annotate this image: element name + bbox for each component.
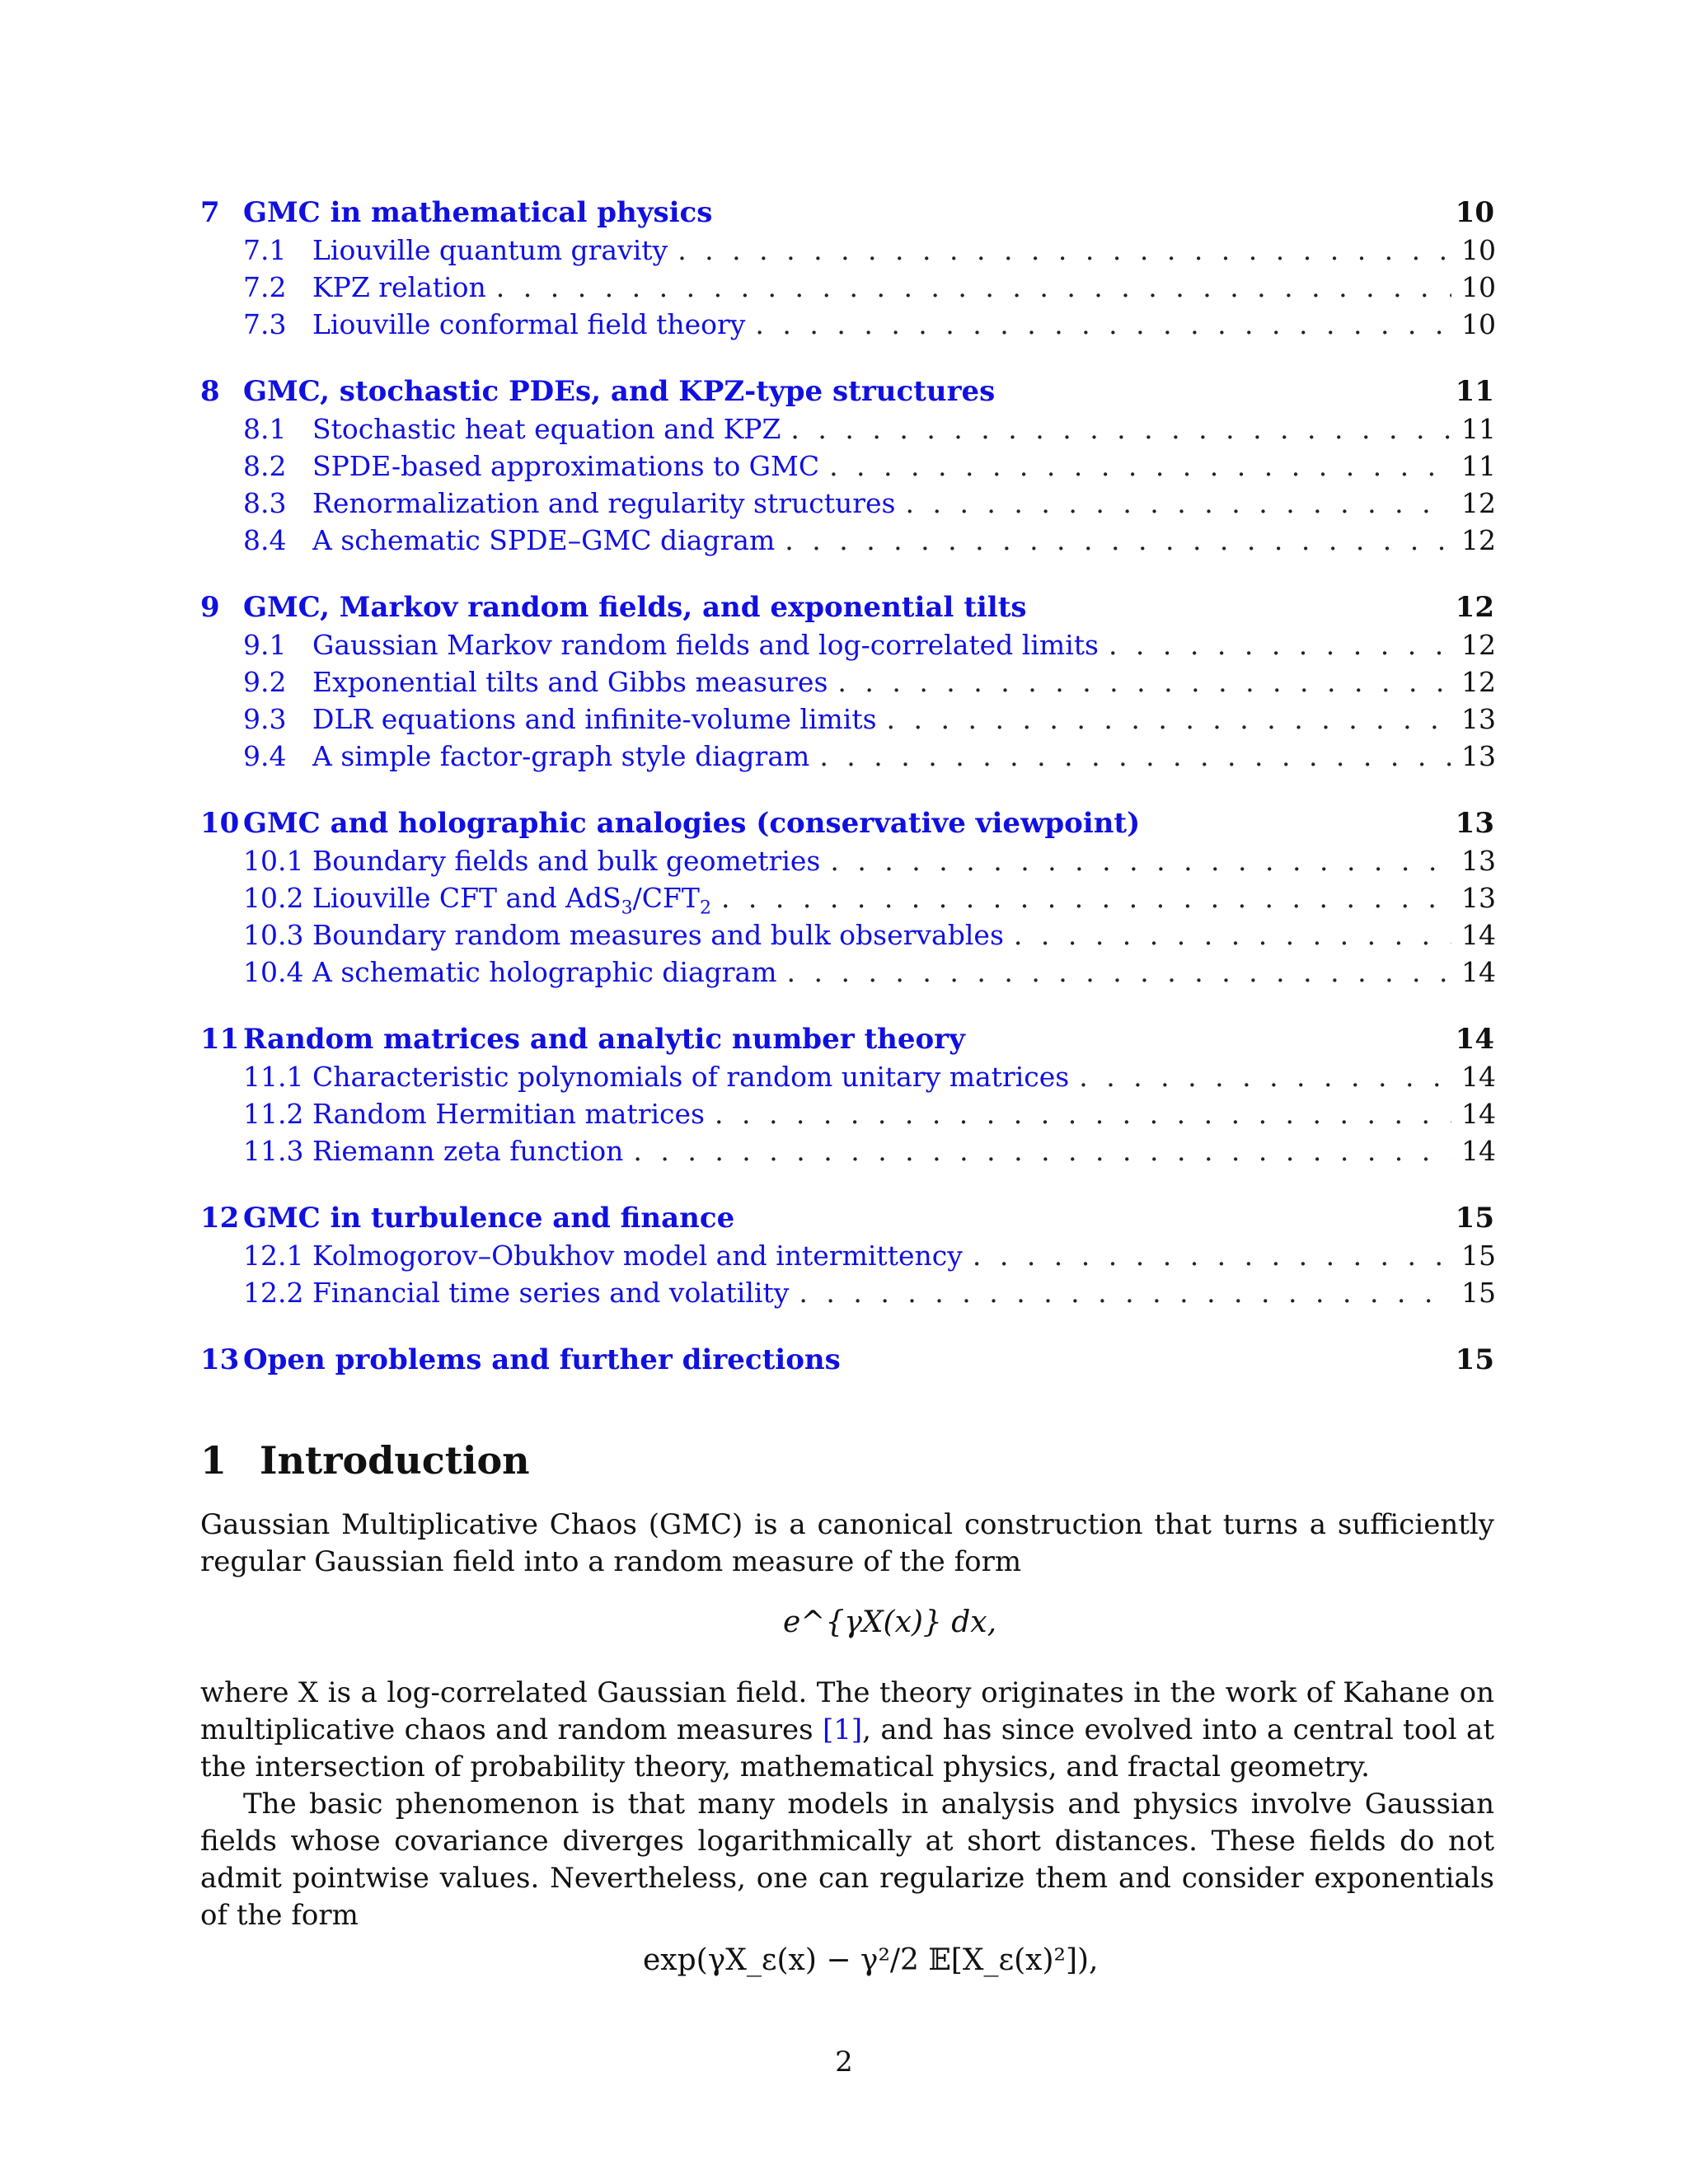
toc-subsection[interactable]: 9.1 Gaussian Markov random fields and log-correlated limits . . . 12 bbox=[200, 629, 1494, 666]
page-number: 2 bbox=[835, 2046, 853, 2079]
toc-section[interactable]: 13 Open problems and further directions 15 bbox=[200, 1343, 1494, 1376]
toc-section[interactable]: 11 Random matrices and analytic number theory 14 bbox=[200, 1023, 1494, 1056]
toc-subsection[interactable]: 11.2 Random Hermitian matrices . . . 14 bbox=[200, 1098, 1494, 1135]
toc-subsection[interactable]: 7.2 KPZ relation . . . 10 bbox=[200, 271, 1494, 308]
toc-subsection[interactable]: 9.4 A simple factor-graph style diagram . . . 13 bbox=[200, 740, 1494, 777]
toc-subsection[interactable]: 8.1 Stochastic heat equation and KPZ . . . 11 bbox=[200, 413, 1494, 450]
toc-subsection[interactable]: 10.3 Boundary random measures and bulk observables . . . 14 bbox=[200, 919, 1494, 956]
toc-section[interactable]: 12 GMC in turbulence and finance 15 bbox=[200, 1202, 1494, 1235]
toc-subsection[interactable]: 12.2 Financial time series and volatility . . . 15 bbox=[200, 1277, 1494, 1314]
toc-subsection[interactable]: 8.4 A schematic SPDE–GMC diagram . . . 12 bbox=[200, 524, 1494, 561]
section-heading: 1 Introduction bbox=[200, 1438, 530, 1483]
toc-subsection[interactable]: 11.3 Riemann zeta function . . . 14 bbox=[200, 1135, 1494, 1172]
toc-subsection[interactable]: 10.4 A schematic holographic diagram . . . 14 bbox=[200, 956, 1494, 993]
paragraph: where X is a log-correlated Gaussian field. The theory originates in the work of Kahane on multiplicative chaos and random measures [1], and has since evolved into a central tool at the intersection of probability theory, mathematical physics, and fractal geometry. The basic phenomenon is that many models in analysis and physics involve Gaussian fields whose covariance diverges logarithmically at short distances. These fields do not admit pointwise values. Nevertheless, one can regularize them and consider exponentials of the form bbox=[200, 1676, 1494, 1932]
toc-subsection[interactable]: 7.3 Liouville conformal field theory . . . 10 bbox=[200, 308, 1494, 345]
table-of-contents bbox=[200, 196, 1494, 1381]
toc-subsection[interactable]: 8.3 Renormalization and regularity structures . . . 12 bbox=[200, 487, 1494, 524]
toc-subsection[interactable]: 9.3 DLR equations and infinite-volume limits . . . 13 bbox=[200, 703, 1494, 740]
paragraph: Gaussian Multiplicative Chaos (GMC) is a canonical construction that turns a sufficiently regular Gaussian field into a random measure of the form bbox=[200, 1508, 1494, 1578]
toc-section[interactable]: 7 GMC in mathematical physics 10 bbox=[200, 196, 1494, 229]
toc-subsection[interactable]: 10.1 Boundary fields and bulk geometries . . . 13 bbox=[200, 845, 1494, 882]
toc-subsection[interactable]: 10.2 Liouville CFT and $AdS_3/CFT_2$ . . . 13 bbox=[200, 882, 1494, 919]
toc-subsection[interactable]: 11.1 Characteristic polynomials of random unitary matrices . . . 14 bbox=[200, 1061, 1494, 1098]
equation: exp(γX_ε(x) − γ²/2 𝔼[X_ε(x)²]), bbox=[643, 1943, 1099, 1977]
equation: e^{γX(x)} dx, bbox=[783, 1605, 997, 1639]
toc-page: 10 bbox=[1455, 196, 1494, 229]
citation-link[interactable]: [1] bbox=[823, 1713, 863, 1746]
toc-subsection[interactable]: 8.2 SPDE-based approximations to GMC . . . 11 bbox=[200, 450, 1494, 487]
toc-section[interactable]: 9 GMC, Markov random fields, and exponential tilts 12 bbox=[200, 591, 1494, 624]
toc-section[interactable]: 10 GMC and holographic analogies (conservative viewpoint) 13 bbox=[200, 807, 1494, 840]
toc-section[interactable]: 8 GMC, stochastic PDEs, and KPZ-type structures 11 bbox=[200, 375, 1494, 408]
toc-subsection[interactable]: 9.2 Exponential tilts and Gibbs measures . . . 12 bbox=[200, 666, 1494, 703]
toc-section-title: GMC in mathematical physics bbox=[243, 196, 713, 229]
toc-subsection[interactable]: 12.1 Kolmogorov–Obukhov model and intermittency . . . 15 bbox=[200, 1240, 1494, 1277]
toc-subsection[interactable]: 7.1 Liouville quantum gravity . . . 10 bbox=[200, 234, 1494, 271]
